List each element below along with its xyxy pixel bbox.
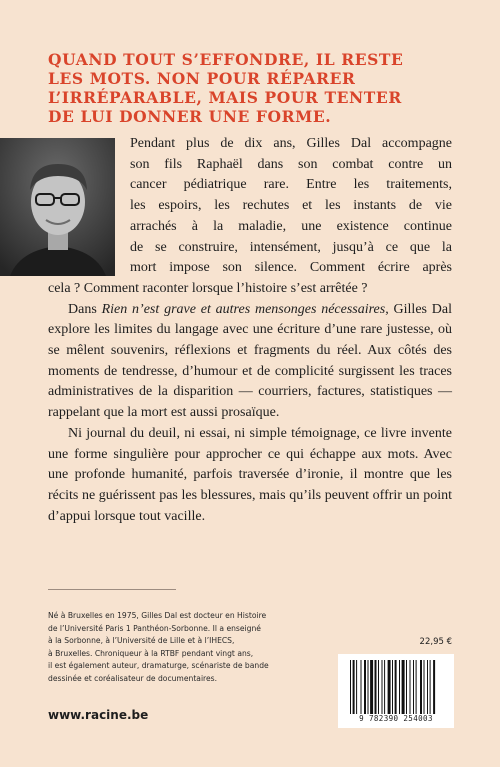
barcode-icon [350,660,442,714]
blurb-line: mort impose son silence. Comment écrire après [130,260,452,276]
blurb-line: Pendant plus de dix ans, Gilles Dal accompagne [130,136,452,151]
paragraph-2-rest: , Gilles Dal explore les limites du langage avec une écriture d’une rare justesse, où se mêlent souvenirs, réflexions et fragments du réel. Aux côtés des moments de tendresse, d’humour et de complicité surgissent les traces administratives de la disparition — courriers, factures, statistiques — rappelant que la mort est aussi prosaïque. [48,301,453,421]
blurb-line: de se construire, intensément, jusqu’à ce que la [130,239,452,255]
tagline-line: DE LUI DONNER UNE FORME. [48,107,332,126]
blurb-line: son fils Raphaël dans son combat contre un [130,156,452,172]
tagline-line: QUAND TOUT S’EFFONDRE, IL RESTE [48,50,404,69]
barcode [338,654,454,728]
book-title: Rien n’est grave et autres mensonges nécessaires [101,301,386,317]
blurb-line: cela ? Comment raconter lorsque l’histoire s’est arrêtée ? [48,280,368,296]
divider [48,589,176,590]
paragraph-2-intro: Dans [68,301,102,317]
blurb-line: arrachés à la maladie, une existence continue [130,218,452,234]
author-bio [48,610,388,686]
tagline-line: L’IRRÉPARABLE, MAIS POUR TENTER [48,88,402,107]
tagline-line: LES MOTS. NON POUR RÉPARER [48,69,356,88]
back-cover-tagline [48,50,468,126]
bio-line: Né à Bruxelles en 1975, Gilles Dal est docteur en Histoire [48,611,267,620]
price-label: 22,95 € [419,637,452,647]
isbn-number: 9 782390 254003 [359,714,433,723]
publisher-website[interactable]: www.racine.be [48,708,149,722]
paragraph-1 [48,134,452,300]
blurb-line: les espoirs, les rechutes et les instants de vie [130,198,452,214]
bio-line: à Bruxelles. Chroniqueur à la RTBF pendant vingt ans, [48,648,254,658]
blurb-line: cancer pédiatrique rare. Entre les traitements, [130,177,452,193]
bio-line: dessinée et coréalisateur de documentaires. [48,673,218,683]
paragraph-2 [48,300,452,424]
paragraph-3: Ni journal du deuil, ni essai, ni simple témoignage, ce livre invente une forme singulière pour approcher ce qui échappe aux mots. Avec une profonde humanité, parfois traversée d’ironie, il montre que les récits ne guérissent pas les blessures, mais qu’ils peuvent offrir un point d’appui lorsque tout vacille. [48,425,452,524]
bio-line: de l’Université Paris 1 Panthéon-Sorbonne. Il a enseigné [48,623,261,633]
blurb-text [48,134,452,527]
bio-line: à la Sorbonne, à l’Université de Lille et à l’IHECS, [48,636,235,646]
bio-line: il est également auteur, dramaturge, scénariste de bande [48,661,269,671]
